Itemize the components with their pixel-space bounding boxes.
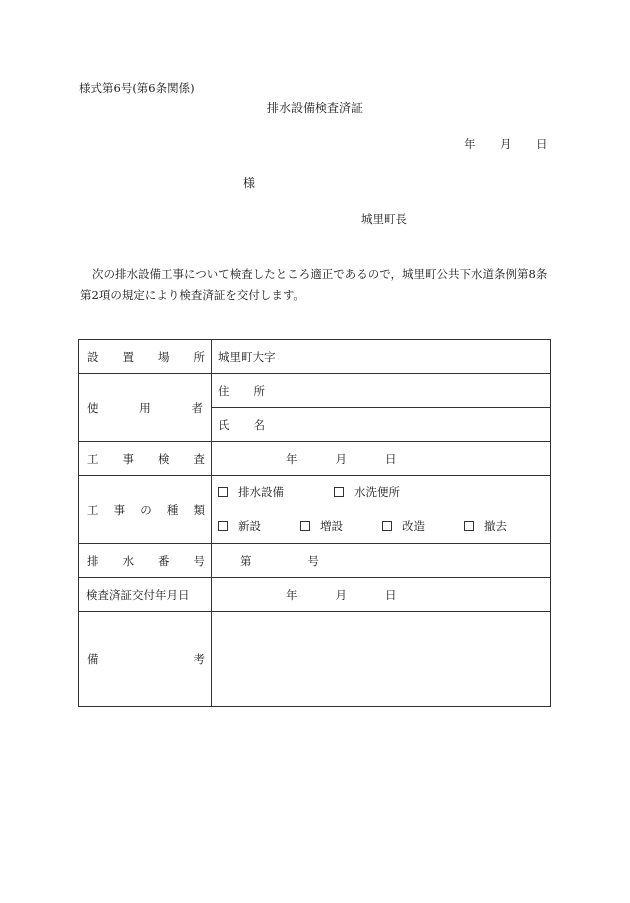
row-work-type bbox=[79, 476, 551, 544]
work-type-options bbox=[212, 476, 551, 544]
label-char: 事 bbox=[113, 502, 126, 517]
label-char: 類 bbox=[193, 502, 205, 517]
label-char: 種 bbox=[166, 502, 179, 517]
address-label-char: 所 bbox=[253, 383, 265, 398]
checkbox-label: 改造 bbox=[402, 518, 425, 533]
row-location bbox=[79, 340, 551, 374]
checkbox-square[interactable] bbox=[334, 487, 344, 497]
name-label-char: 名 bbox=[253, 417, 265, 432]
row-user-address bbox=[79, 374, 551, 408]
checkbox-new[interactable] bbox=[218, 509, 300, 543]
remarks-label bbox=[79, 612, 212, 707]
label-char: 工 bbox=[87, 451, 99, 466]
drain-number-field[interactable] bbox=[212, 544, 551, 578]
location-label bbox=[79, 340, 212, 374]
issue-date-label-text: 検査済証交付年月日 bbox=[86, 587, 190, 602]
drain-number-label bbox=[79, 544, 212, 578]
year-label: 年 bbox=[286, 587, 298, 602]
label-char: 排 bbox=[87, 553, 99, 568]
year-label: 年 bbox=[286, 451, 298, 466]
issue-date-label bbox=[79, 578, 212, 612]
row-inspection bbox=[79, 442, 551, 476]
checkbox-extension[interactable] bbox=[300, 509, 382, 543]
label-char: 備 bbox=[87, 652, 99, 666]
checkbox-label: 排水設備 bbox=[238, 484, 284, 499]
issue-date-field[interactable] bbox=[212, 578, 551, 612]
label-char: 者 bbox=[191, 400, 203, 415]
work-type-label bbox=[79, 476, 212, 544]
label-char: 工 bbox=[87, 502, 99, 517]
checkbox-drainage-facility[interactable] bbox=[218, 475, 334, 509]
inspection-label bbox=[79, 442, 212, 476]
checkbox-removal[interactable] bbox=[464, 509, 507, 543]
location-value[interactable] bbox=[212, 340, 551, 374]
day-label: 日 bbox=[385, 451, 397, 466]
day-label: 日 bbox=[385, 587, 397, 602]
checkbox-square[interactable] bbox=[300, 521, 310, 531]
checkbox-label: 水洗便所 bbox=[354, 484, 400, 499]
label-char: 水 bbox=[122, 553, 134, 568]
label-char: 番 bbox=[158, 553, 170, 568]
checkbox-renovation[interactable] bbox=[382, 509, 464, 543]
remarks-field[interactable] bbox=[212, 612, 551, 707]
checkbox-square[interactable] bbox=[464, 521, 474, 531]
checkbox-label: 撤去 bbox=[484, 518, 507, 533]
checkbox-flush-toilet[interactable] bbox=[334, 475, 400, 509]
checkbox-square[interactable] bbox=[218, 487, 228, 497]
document-title: 排水設備検査済証 bbox=[266, 101, 363, 115]
inspection-date-field[interactable] bbox=[212, 442, 551, 476]
addressee-suffix: 様 bbox=[243, 176, 256, 190]
checkbox-square[interactable] bbox=[218, 521, 228, 531]
date-year-label: 年 bbox=[464, 137, 476, 151]
checkbox-label: 増設 bbox=[320, 518, 343, 533]
label-char: 場 bbox=[158, 349, 170, 364]
user-label bbox=[79, 374, 212, 442]
month-label: 月 bbox=[335, 587, 347, 602]
address-label-char: 住 bbox=[218, 383, 230, 398]
row-remarks bbox=[79, 612, 551, 707]
label-char: 考 bbox=[193, 652, 205, 666]
label-char: 所 bbox=[193, 349, 205, 364]
label-char: 用 bbox=[139, 400, 151, 415]
date-day-label: 日 bbox=[536, 137, 548, 151]
label-char: 使 bbox=[87, 400, 99, 415]
label-char: 査 bbox=[193, 451, 205, 466]
label-char: 検 bbox=[158, 451, 170, 466]
body-text: 次の排水設備工事について検査したところ適正であるので，城里町公共下水道条例第8条第2項の規定により検査済証を交付します。 bbox=[80, 267, 548, 302]
checkbox-square[interactable] bbox=[382, 521, 392, 531]
checkbox-label: 新設 bbox=[238, 518, 261, 533]
user-address-field[interactable] bbox=[212, 374, 551, 408]
name-label-char: 氏 bbox=[218, 417, 230, 432]
label-char: 設 bbox=[87, 349, 99, 364]
label-char: 号 bbox=[193, 553, 205, 568]
row-drain-number bbox=[79, 544, 551, 578]
number-prefix: 第 bbox=[240, 553, 252, 568]
row-issue-date bbox=[79, 578, 551, 612]
month-label: 月 bbox=[335, 451, 347, 466]
form-number: 様式第6号(第6条関係) bbox=[79, 81, 195, 95]
label-char: 置 bbox=[122, 349, 134, 364]
date-month-label: 月 bbox=[500, 137, 512, 151]
label-char: の bbox=[140, 502, 152, 517]
number-suffix: 号 bbox=[307, 553, 319, 568]
issuer-name: 城里町長 bbox=[361, 212, 407, 226]
label-char: 事 bbox=[122, 451, 134, 466]
location-prefix: 城里町大字 bbox=[218, 349, 276, 364]
user-name-field[interactable] bbox=[212, 408, 551, 442]
inspection-form-table bbox=[78, 339, 551, 707]
